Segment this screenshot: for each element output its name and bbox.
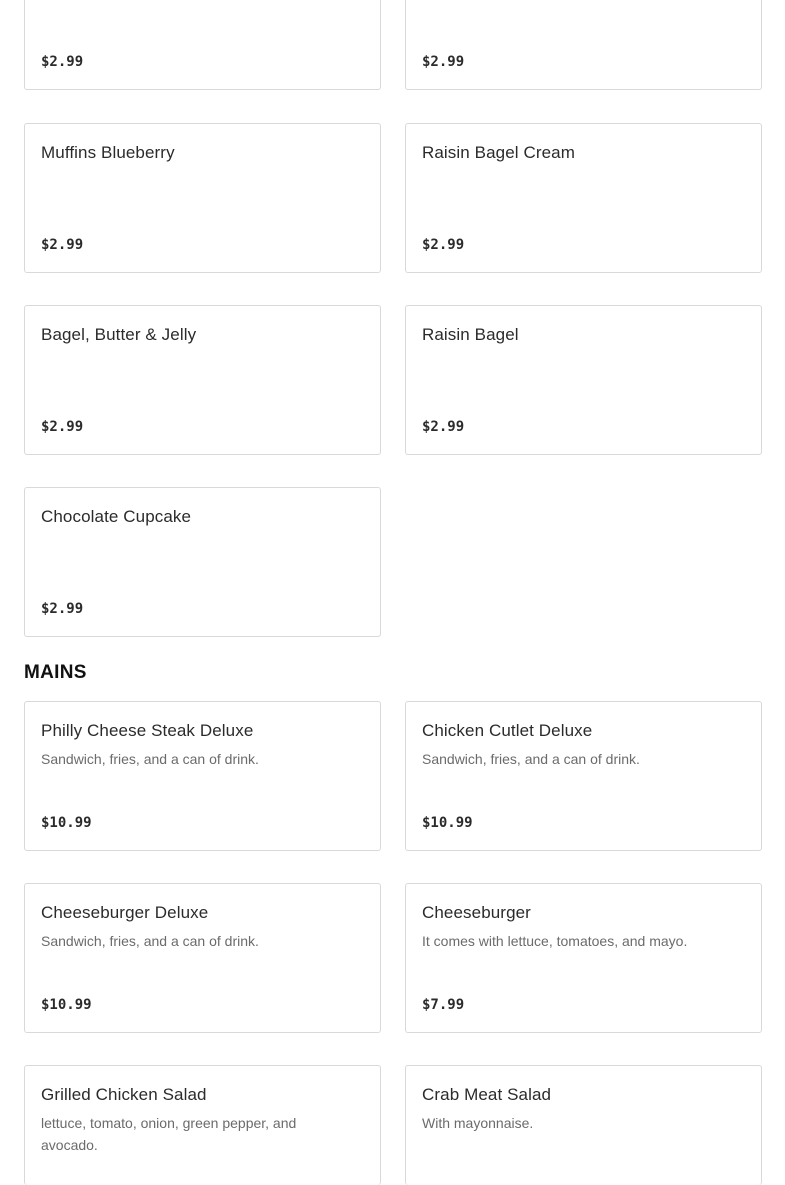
item-name: Chicken Cutlet Deluxe: [422, 721, 593, 740]
item-name: Raisin Bagel Cream: [422, 143, 575, 162]
item-price: $10.99: [41, 997, 92, 1013]
menu-item-card[interactable]: [405, 305, 762, 455]
item-price: $2.99: [422, 237, 465, 253]
item-name: Raisin Bagel: [422, 325, 519, 344]
item-price: $2.99: [41, 54, 84, 70]
menu-item-card[interactable]: [24, 1065, 381, 1185]
menu-item-card[interactable]: [405, 701, 762, 851]
item-price: $10.99: [41, 815, 92, 831]
menu-item-card[interactable]: [24, 305, 381, 455]
item-description: lettuce, tomato, onion, green pepper, and avocado.: [41, 1115, 297, 1153]
item-name: Philly Cheese Steak Deluxe: [41, 721, 254, 740]
menu-item-card[interactable]: [24, 701, 381, 851]
item-price: $2.99: [422, 419, 465, 435]
item-price: $2.99: [422, 54, 465, 70]
item-price: $2.99: [41, 419, 84, 435]
menu-item-card[interactable]: [405, 1065, 762, 1185]
item-name: Chocolate Cupcake: [41, 507, 192, 526]
item-name: Crab Meat Salad: [422, 1085, 552, 1104]
item-price: $2.99: [41, 237, 84, 253]
item-name: Cheeseburger Deluxe: [41, 903, 209, 922]
section-title-mains: MAINS: [24, 662, 87, 683]
menu-item-card[interactable]: [405, 883, 762, 1033]
menu-item-card[interactable]: [405, 123, 762, 273]
item-name: Grilled Chicken Salad: [41, 1085, 207, 1104]
menu-item-card[interactable]: [405, 0, 762, 90]
menu-item-card[interactable]: [24, 487, 381, 637]
item-name: Cheeseburger: [422, 903, 531, 922]
item-price: $2.99: [41, 601, 84, 617]
item-name: Muffins Blueberry: [41, 143, 175, 162]
item-price: $7.99: [422, 997, 465, 1013]
item-description: With mayonnaise.: [422, 1115, 534, 1131]
menu-item-card[interactable]: [24, 0, 381, 90]
menu-item-card[interactable]: [24, 883, 381, 1033]
item-description: It comes with lettuce, tomatoes, and mayo.: [422, 933, 688, 949]
item-name: Bagel, Butter & Jelly: [41, 325, 197, 344]
item-description: Sandwich, fries, and a can of drink.: [41, 933, 259, 949]
item-description: Sandwich, fries, and a can of drink.: [422, 751, 640, 767]
item-description: Sandwich, fries, and a can of drink.: [41, 751, 259, 767]
menu-item-card[interactable]: [24, 123, 381, 273]
item-price: $10.99: [422, 815, 473, 831]
